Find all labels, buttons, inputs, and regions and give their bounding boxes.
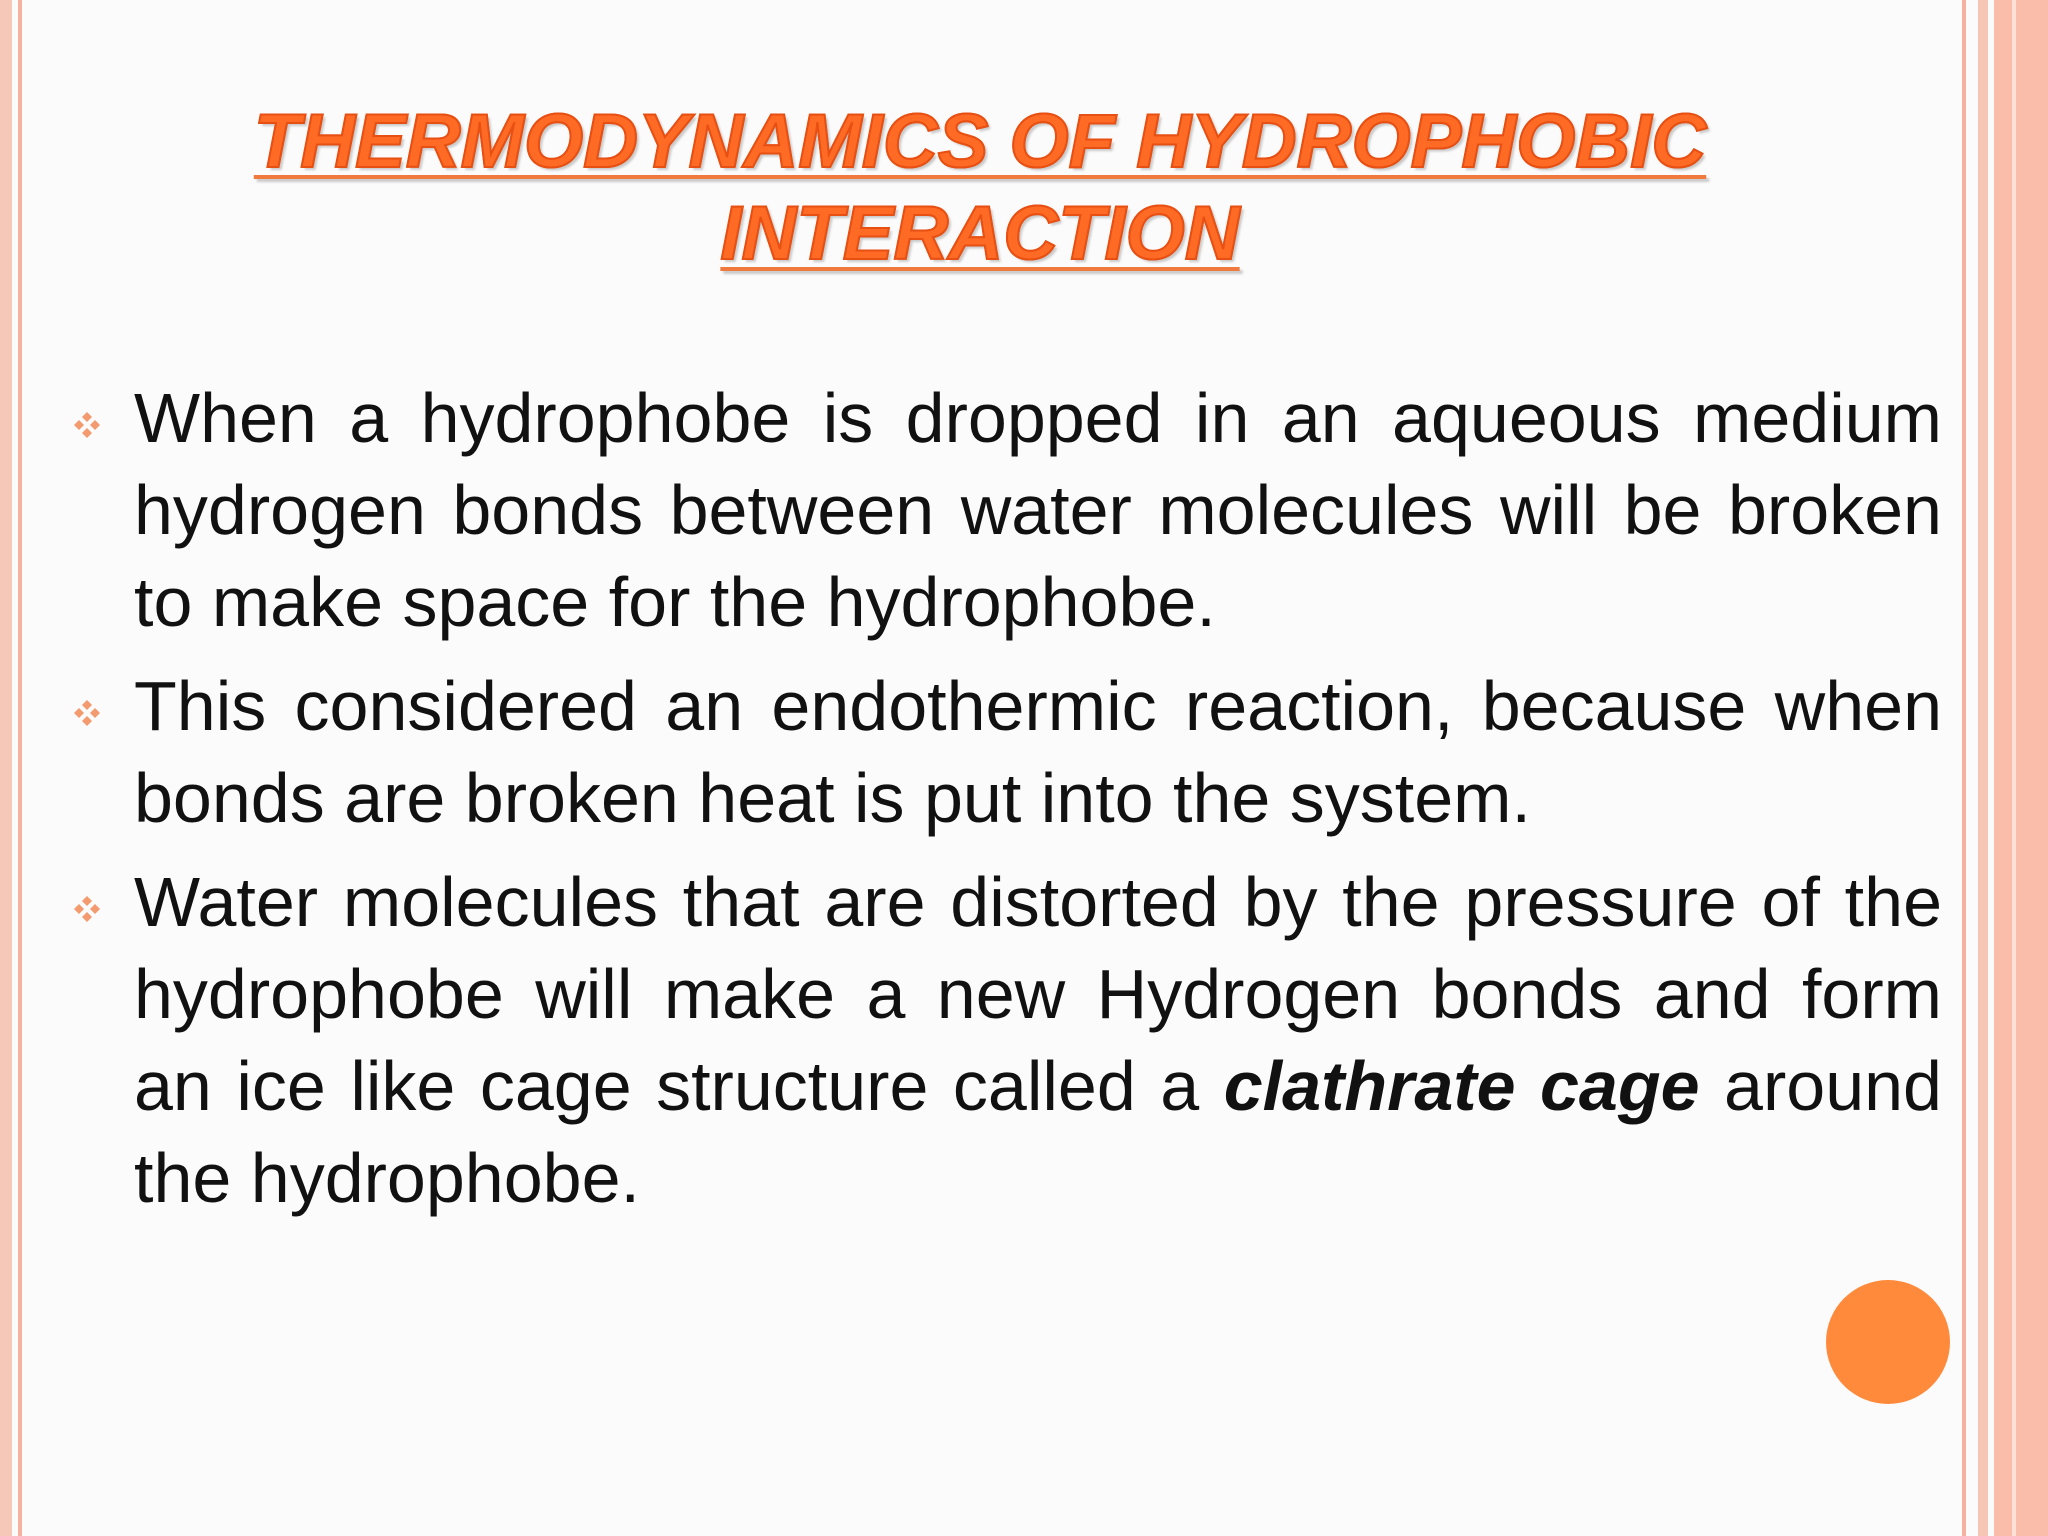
emphasis-term: clathrate cage (1223, 1047, 1700, 1125)
title-line-2: INTERACTION (720, 191, 1240, 276)
bullet-item (70, 372, 1942, 648)
orange-circle-decoration (1826, 1280, 1950, 1404)
title-line-1: THERMODYNAMICS OF HYDROPHOBIC (253, 99, 1707, 184)
bullet-text: This considered an endothermic reaction, because when bonds are broken heat is put into the system. (134, 667, 1942, 837)
four-diamond-bullet-icon (70, 408, 104, 442)
right-border-line (1962, 0, 1966, 1536)
right-border-band-outer (1994, 0, 2048, 1536)
right-border-band-inner (1978, 0, 1988, 1536)
left-border-line (18, 0, 22, 1536)
four-diamond-bullet-icon (70, 696, 104, 730)
bullet-list (70, 372, 1942, 1236)
four-diamond-bullet-icon (70, 892, 104, 926)
bullet-item (70, 856, 1942, 1224)
bullet-item (70, 660, 1942, 844)
bullet-text: When a hydrophobe is dropped in an aqueous medium hydrogen bonds between water molecules will be broken to make space for the hydrophobe. (134, 379, 1942, 641)
slide-title (200, 96, 1760, 280)
left-border-band (0, 0, 12, 1536)
bullet-text-before: Water molecules that are distorted by the pressure of the hydrophobe will make a new Hydrogen bonds and form an ice like cage structure called a (134, 863, 1942, 1125)
bullet-text-after: around the hydrophobe. (134, 1047, 1942, 1217)
